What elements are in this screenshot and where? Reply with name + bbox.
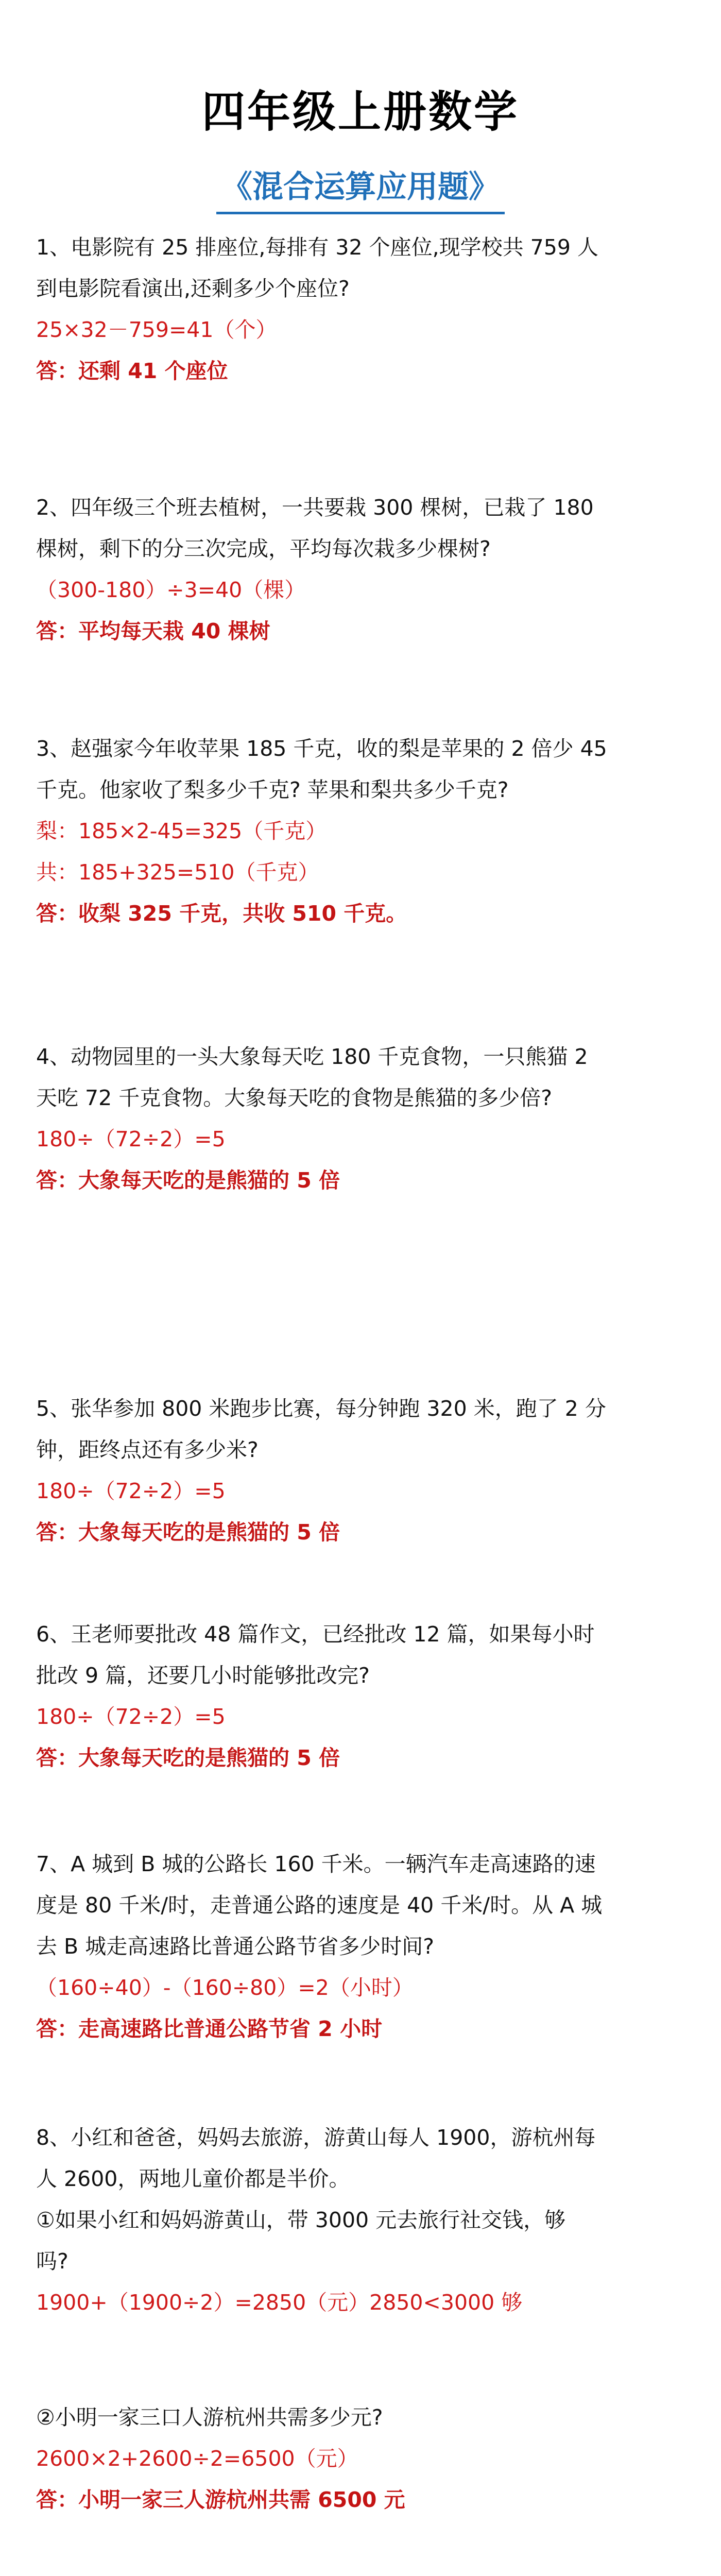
problem-calculation: 180÷（72÷2）=5 [36, 1478, 226, 1503]
problem-question-line: 天吃 72 千克食物。大象每天吃的食物是熊猫的多少倍? [36, 1086, 552, 1111]
problem-answer: 答：收梨 325 千克，共收 510 千克。 [36, 901, 407, 926]
page-title: 四年级上册数学 [201, 87, 519, 137]
problem-block [36, 487, 685, 652]
problem-question-line: 4、动物园里的一头大象每天吃 180 千克食物，一只熊猫 2 [36, 1044, 588, 1070]
subtitle-wrap [0, 162, 721, 214]
problem-calculation: 梨：185×2-45=325（千克） [36, 819, 327, 844]
problem-calculation: （160÷40）-（160÷80）=2（小时） [36, 1975, 414, 2001]
problem-question-line: 2、四年级三个班去植树，一共要栽 300 棵树，已栽了 180 [36, 495, 594, 520]
problem-question-line: 千克。他家收了梨多少千克? 苹果和梨共多少千克? [36, 777, 509, 803]
problem-answer: 答：还剩 41 个座位 [36, 359, 228, 383]
problem-block [36, 1036, 685, 1201]
problem-calculation: 180÷（72÷2）=5 [36, 1127, 226, 1152]
problem-calculation: 25×32－759=41（个） [36, 317, 277, 342]
problem-answer: 答：小明一家三人游杭州共需 6500 元 [36, 2487, 405, 2513]
problem-question-line: ②小明一家三口人游杭州共需多少元? [36, 2405, 383, 2430]
problem-question-line: 度是 80 千米/时，走普通公路的速度是 40 千米/时。从 A 城 [36, 1893, 603, 1918]
problem-block [36, 227, 685, 392]
problem-calculation: 共：185+325=510（千克） [36, 860, 319, 885]
problem-calculation: 180÷（72÷2）=5 [36, 1704, 226, 1729]
problem-calculation: 2600×2+2600÷2=6500（元） [36, 2446, 358, 2471]
problem-question-line: 人 2600，两地儿童价都是半价。 [36, 2166, 350, 2191]
problem-question-line: 5、张华参加 800 米跑步比赛，每分钟跑 320 米，跑了 2 分 [36, 1396, 606, 1421]
problem-question-line: 去 B 城走高速路比普通公路节省多少时间? [36, 1934, 434, 1959]
problem-answer: 答：大象每天吃的是熊猫的 5 倍 [36, 1168, 340, 1193]
problem-question-line: ①如果小红和妈妈游黄山，带 3000 元去旅行社交钱，够 [36, 2207, 566, 2232]
problem-question-line: 7、A 城到 B 城的公路长 160 千米。一辆汽车走高速路的速 [36, 1852, 596, 1877]
problem-block [36, 2117, 685, 2323]
problem-question-line: 8、小红和爸爸，妈妈去旅游，游黄山每人 1900，游杭州每 [36, 2125, 596, 2150]
problem-block [36, 728, 685, 934]
problem-question-line: 钟，距终点还有多少米? [36, 1437, 259, 1462]
problem-answer: 答：大象每天吃的是熊猫的 5 倍 [36, 1519, 340, 1545]
problem-block [36, 1388, 685, 1553]
problem-block [36, 1843, 685, 2049]
problem-answer: 答：走高速路比普通公路节省 2 小时 [36, 2016, 383, 2042]
problem-block [36, 1614, 685, 1778]
problem-block [36, 2397, 685, 2520]
problem-question-line: 3、赵强家今年收苹果 185 千克，收的梨是苹果的 2 倍少 45 [36, 736, 607, 761]
problem-answer: 答：大象每天吃的是熊猫的 5 倍 [36, 1745, 340, 1770]
problem-question-line: 6、王老师要批改 48 篇作文，已经批改 12 篇，如果每小时 [36, 1621, 595, 1647]
problem-question-line: 到电影院看演出,还剩多少个座位? [36, 276, 350, 301]
problem-question-line: 1、电影院有 25 排座位,每排有 32 个座位,现学校共 759 人 [36, 235, 598, 260]
page-subtitle: 《混合运算应用题》 [216, 162, 505, 214]
problem-calculation: （300-180）÷3=40（棵） [36, 578, 306, 603]
problem-answer: 答：平均每天栽 40 棵树 [36, 619, 270, 644]
problem-question-line: 棵树，剩下的分三次完成，平均每次栽多少棵树? [36, 536, 491, 562]
problem-calculation: 1900+（1900÷2）=2850（元）2850<3000 够 [36, 2290, 523, 2315]
problem-question-line: 吗? [36, 2248, 68, 2274]
problem-question-line: 批改 9 篇，还要几小时能够批改完? [36, 1663, 370, 1688]
